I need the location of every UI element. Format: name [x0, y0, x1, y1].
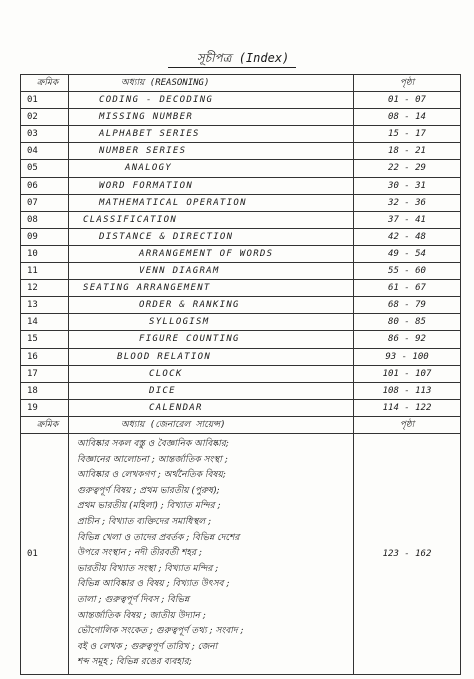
serial-cell: 02 — [21, 109, 69, 126]
page-cell: 80 - 85 — [354, 314, 461, 331]
serial-cell: 17 — [21, 365, 69, 382]
topic-line: গুরুত্বপূর্ণ বিষয় ; প্রথম ভারতীয় (পুরুষ); — [77, 485, 220, 496]
topic-line: আন্তর্জাতিক বিষয় ; জাতীয় উদ্যান ; — [77, 610, 206, 621]
serial-cell: 19 — [21, 399, 69, 416]
chapter-cell: CLOCK — [69, 365, 354, 382]
page-cell: 101 - 107 — [354, 365, 461, 382]
topic-line: বিজ্ঞানের আলোচনা ; আন্তর্জাতিক সংস্থা ; — [77, 454, 228, 465]
reasoning-header-row — [21, 75, 461, 92]
serial-cell: 18 — [21, 382, 69, 399]
page-cell: 42 - 48 — [354, 228, 461, 245]
topic-line: বিভিন্ন আবিষ্কার ও বিষয় ; বিখ্যাত উৎসব ; — [77, 579, 230, 590]
table-row — [21, 280, 461, 297]
chapter-cell: VENN DIAGRAM — [69, 263, 354, 280]
table-row — [21, 92, 461, 109]
serial-cell: 08 — [21, 211, 69, 228]
page-cell: 37 - 41 — [354, 211, 461, 228]
serial-cell: 11 — [21, 263, 69, 280]
page-cell: 32 - 36 — [354, 194, 461, 211]
serial-cell: 16 — [21, 348, 69, 365]
page-cell: 49 - 54 — [354, 245, 461, 262]
table-row — [21, 211, 461, 228]
topic-line: তালা ; গুরুত্বপূর্ণ দিবস ; বিভিন্ন — [77, 594, 190, 605]
chapter-cell: ANALOGY — [69, 160, 354, 177]
topic-line: ভারতীয় বিখ্যাত সংস্থা ; বিখ্যাত মন্দির ; — [77, 563, 219, 574]
chapter-cell: ORDER & RANKING — [69, 297, 354, 314]
chapter-cell: DICE — [69, 382, 354, 399]
table-row — [21, 126, 461, 143]
page-cell: 08 - 14 — [354, 109, 461, 126]
chapter-cell — [69, 433, 354, 674]
serial-cell: 04 — [21, 143, 69, 160]
chapter-cell: ALPHABET SERIES — [69, 126, 354, 143]
serial-header: ক্রমিক — [21, 75, 69, 92]
page-cell: 01 - 07 — [354, 92, 461, 109]
serial-cell: 03 — [21, 126, 69, 143]
table-row — [21, 143, 461, 160]
page-cell: 68 - 79 — [354, 297, 461, 314]
page-cell: 30 - 31 — [354, 177, 461, 194]
serial-cell: 01 — [21, 92, 69, 109]
serial-cell: 07 — [21, 194, 69, 211]
page-cell: 61 - 67 — [354, 280, 461, 297]
topic-line: উপরে সংস্থান ; নদী তীরবর্তী শহর ; — [77, 548, 202, 559]
topic-line: প্রাচীন ; বিখ্যাত ব্যক্তিদের সমাধিস্থল ; — [77, 516, 212, 527]
chapter-cell: WORD FORMATION — [69, 177, 354, 194]
serial-cell: 09 — [21, 228, 69, 245]
topic-line: বই ও লেখক ; গুরুত্বপূর্ণ তারিখ ; জেনা — [77, 641, 218, 652]
table-row — [21, 399, 461, 416]
page-cell: 86 - 92 — [354, 331, 461, 348]
chapter-cell: ARRANGEMENT OF WORDS — [69, 245, 354, 262]
table-row — [21, 228, 461, 245]
chapter-cell: SEATING ARRANGEMENT — [69, 280, 354, 297]
chapter-header: অধ্যায় (REASONING) — [69, 75, 354, 92]
table-row — [21, 109, 461, 126]
page-cell: 18 - 21 — [354, 143, 461, 160]
topic-lines — [69, 434, 353, 674]
page-title: সূচীপত্র (Index) — [196, 51, 290, 65]
serial-cell: 12 — [21, 280, 69, 297]
table-row — [21, 297, 461, 314]
chapter-cell: CLASSIFICATION — [69, 211, 354, 228]
title-underline — [168, 67, 296, 68]
topic-line: বিভিন্ন খেলা ও তাদের প্রবর্তক ; বিভিন্ন দেশের — [77, 532, 240, 543]
index-table — [20, 74, 461, 675]
chapter-cell: CODING - DECODING — [69, 92, 354, 109]
chapter-cell: FIGURE COUNTING — [69, 331, 354, 348]
serial-cell: 15 — [21, 331, 69, 348]
table-row — [21, 194, 461, 211]
topic-line: শব্দ সমূহ ; বিভিন্ন রঙের ব্যবহার; — [77, 657, 192, 668]
chapter-cell: BLOOD RELATION — [69, 348, 354, 365]
chapter-cell: NUMBER SERIES — [69, 143, 354, 160]
reasoning-rows — [21, 92, 461, 417]
table-row — [21, 245, 461, 262]
topic-line: প্রথম ভারতীয় (মহিলা) ; বিখ্যাত মন্দির ; — [77, 501, 221, 512]
serial-cell: 14 — [21, 314, 69, 331]
chapter-cell: DISTANCE & DIRECTION — [69, 228, 354, 245]
serial-cell: 13 — [21, 297, 69, 314]
page-cell: 55 - 60 — [354, 263, 461, 280]
serial-header: ক্রমিক — [21, 416, 69, 433]
table-row — [21, 177, 461, 194]
topic-line: ভৌগোলিক সংকেত ; গুরুত্বপূর্ণ তথ্য ; সংবাদ ; — [77, 626, 244, 637]
table-row — [21, 382, 461, 399]
chapter-cell: MATHEMATICAL OPERATION — [69, 194, 354, 211]
chapter-header: অধ্যায় (জেনারেল সায়েন্স) — [69, 416, 354, 433]
topic-line: আবিষ্কার সকল বস্তু ও বৈজ্ঞানিক আবিষ্কার; — [77, 438, 229, 449]
table-row — [21, 263, 461, 280]
page-header: পৃষ্ঠা — [354, 416, 461, 433]
chapter-cell: SYLLOGISM — [69, 314, 354, 331]
topic-line: আবিষ্কার ও লেখকগণ ; অর্থনৈতিক বিষয়; — [77, 470, 226, 481]
page-cell: 93 - 100 — [354, 348, 461, 365]
page-header: পৃষ্ঠা — [354, 75, 461, 92]
page-cell: 114 - 122 — [354, 399, 461, 416]
page-cell: 15 - 17 — [354, 126, 461, 143]
serial-cell: 01 — [21, 433, 69, 674]
page-cell: 108 - 113 — [354, 382, 461, 399]
chapter-cell: MISSING NUMBER — [69, 109, 354, 126]
serial-cell: 05 — [21, 160, 69, 177]
science-row — [21, 433, 461, 674]
table-row — [21, 365, 461, 382]
page-cell: 22 - 29 — [354, 160, 461, 177]
table-row — [21, 331, 461, 348]
chapter-cell: CALENDAR — [69, 399, 354, 416]
table-row — [21, 314, 461, 331]
page-cell: 123 - 162 — [354, 433, 461, 674]
table-row — [21, 348, 461, 365]
serial-cell: 10 — [21, 245, 69, 262]
science-header-row — [21, 416, 461, 433]
serial-cell: 06 — [21, 177, 69, 194]
table-row — [21, 160, 461, 177]
